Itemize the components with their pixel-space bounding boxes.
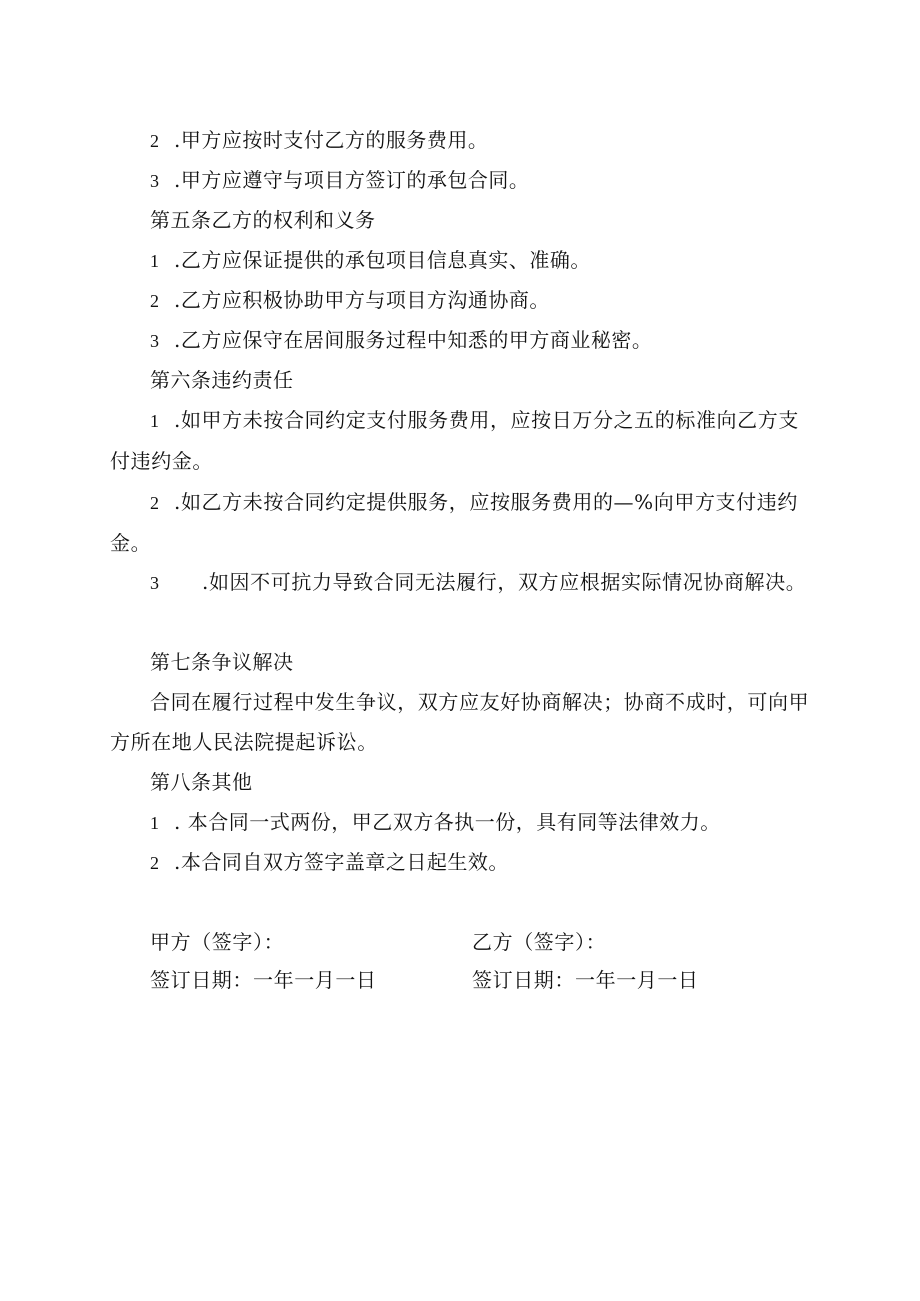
item-text: .乙方应保守在居间服务过程中知悉的甲方商业秘密。 bbox=[174, 328, 653, 352]
article8-item-1 bbox=[150, 808, 721, 837]
item-text: .甲方应按时支付乙方的服务费用。 bbox=[174, 128, 489, 152]
party-a-signature-label: 甲方（签字）： bbox=[150, 930, 285, 954]
item-number: 3 bbox=[150, 331, 160, 351]
item-number: 3 bbox=[150, 171, 160, 191]
item-text: .如甲方未按合同约定支付服务费用，应按日万分之五的标准向乙方支付违约金。 bbox=[110, 408, 799, 473]
article5-item-2 bbox=[150, 286, 550, 315]
item-number: 1 bbox=[150, 251, 160, 271]
item-text: .甲方应遵守与项目方签订的承包合同。 bbox=[174, 168, 530, 192]
article6-item-3 bbox=[110, 562, 810, 603]
item-number: 1 bbox=[150, 813, 160, 833]
item-text: .本合同自双方签字盖章之日起生效。 bbox=[174, 850, 509, 874]
article7-heading: 第七条争议解决 bbox=[150, 650, 294, 674]
article6-item-1 bbox=[110, 400, 810, 481]
party-b-sign-date: 签订日期：一年一月一日 bbox=[472, 968, 699, 992]
article5-item-1 bbox=[150, 246, 591, 275]
article4-item-3 bbox=[150, 166, 529, 195]
item-number: 2 bbox=[150, 853, 160, 873]
item-number: 1 bbox=[150, 411, 160, 431]
article8-heading: 第八条其他 bbox=[150, 770, 253, 794]
item-text: . 本合同一式两份，甲乙双方各执一份，具有同等法律效力。 bbox=[174, 810, 721, 834]
item-number: 2 bbox=[150, 131, 160, 151]
item-number: 2 bbox=[150, 493, 160, 513]
article5-heading: 第五条乙方的权利和义务 bbox=[150, 208, 376, 232]
item-number: 3 bbox=[150, 573, 160, 593]
party-b-signature-label: 乙方（签字）： bbox=[472, 930, 607, 954]
article4-item-2 bbox=[150, 126, 488, 155]
article8-item-2 bbox=[150, 848, 509, 877]
item-text: .乙方应保证提供的承包项目信息真实、准确。 bbox=[174, 248, 591, 272]
article5-item-3 bbox=[150, 326, 652, 355]
item-number: 2 bbox=[150, 291, 160, 311]
article6-heading: 第六条违约责任 bbox=[150, 368, 294, 392]
item-text: .乙方应积极协助甲方与项目方沟通协商。 bbox=[174, 288, 550, 312]
article7-text: 合同在履行过程中发生争议，双方应友好协商解决；协商不成时，可向甲方所在地人民法院提起诉讼。 bbox=[110, 690, 810, 754]
party-a-sign-date: 签订日期：一年一月一日 bbox=[150, 968, 377, 992]
item-text: .如因不可抗力导致合同无法履行，双方应根据实际情况协商解决。 bbox=[202, 570, 807, 594]
article6-item-2 bbox=[110, 482, 810, 563]
item-text: .如乙方未按合同约定提供服务，应按服务费用的—%向甲方支付违约金。 bbox=[110, 490, 798, 555]
